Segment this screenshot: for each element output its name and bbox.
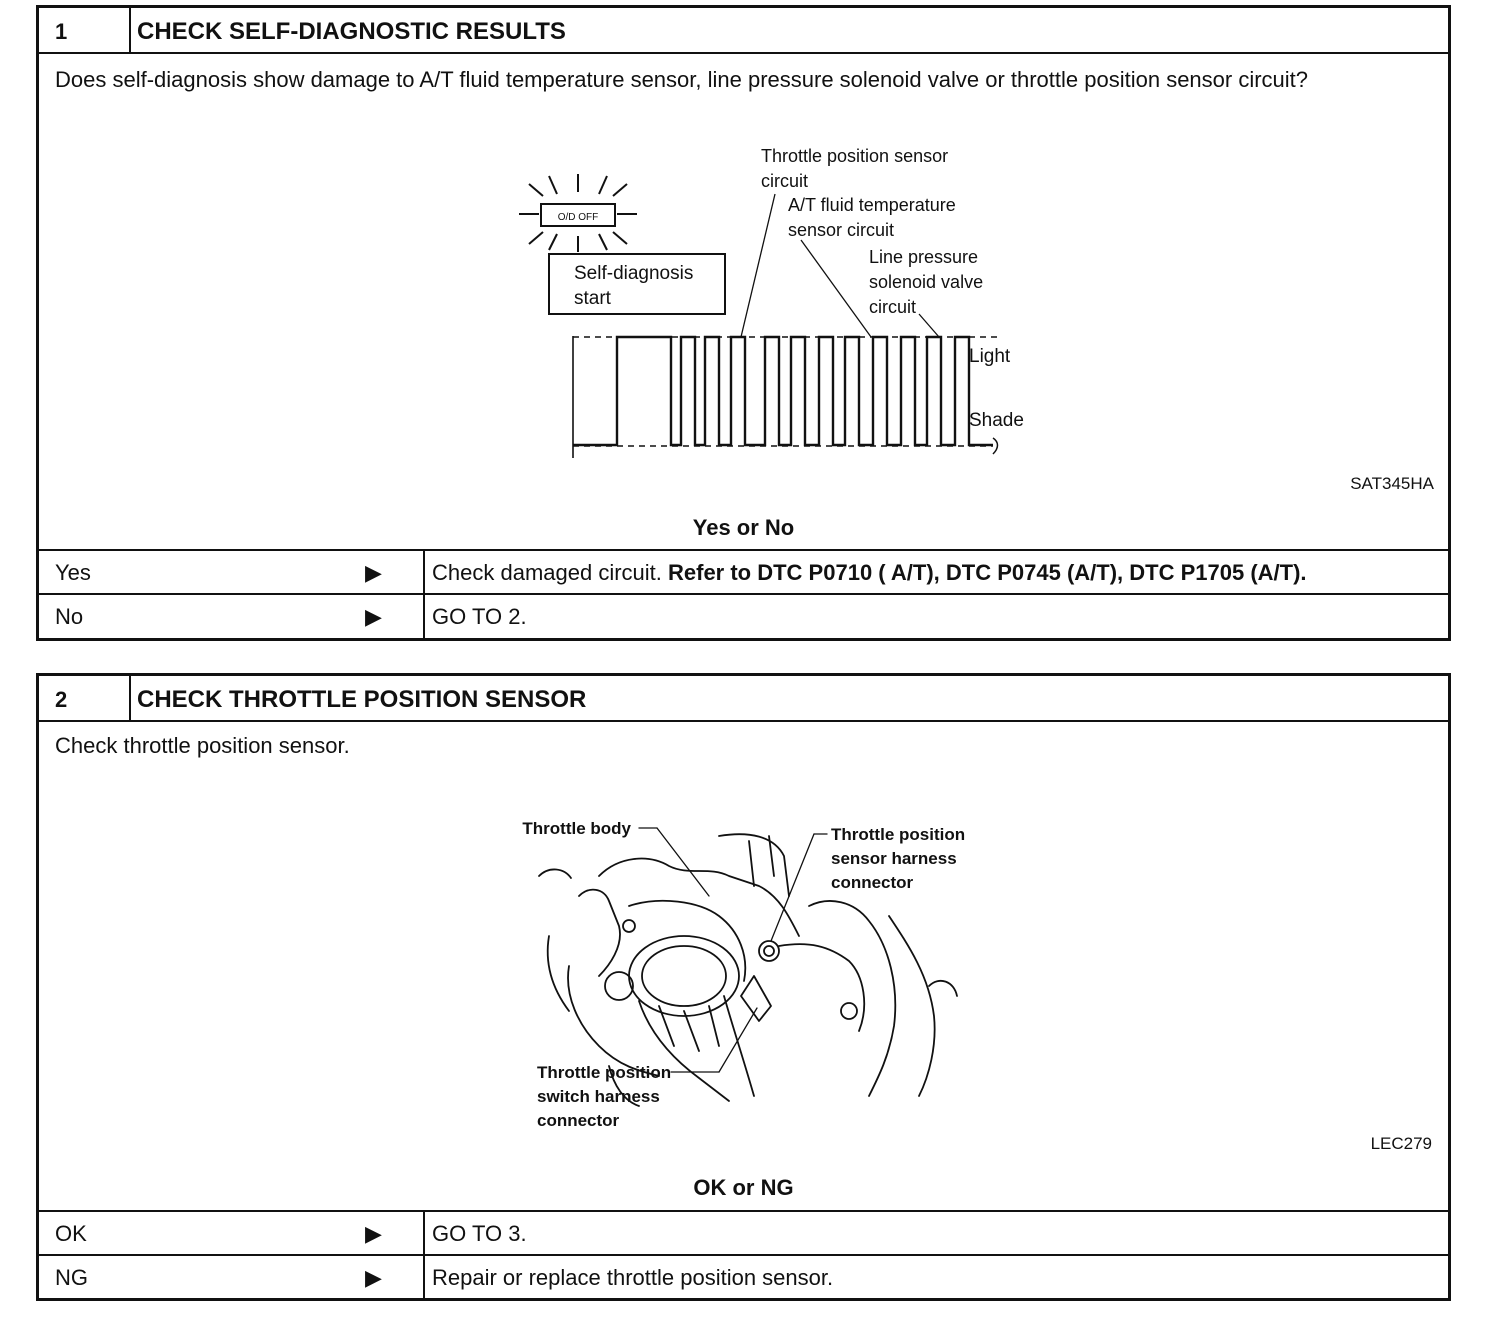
arrow-icon: ▶ xyxy=(365,604,382,629)
fluid-label-line2: sensor circuit xyxy=(788,220,895,240)
step-prompt: Yes or No xyxy=(692,515,795,540)
bolt-top xyxy=(623,920,635,932)
throttle-housing xyxy=(629,901,745,981)
self-diagnosis-timing-figure xyxy=(499,136,1039,466)
line-label-line1: Line pressure xyxy=(869,247,979,267)
lamp-ray xyxy=(529,184,543,196)
start-label-line1: Self-diagnosis xyxy=(574,263,694,284)
shade-label: Shade xyxy=(969,410,1024,431)
hose-far-left xyxy=(548,936,569,1011)
step-number: 2 xyxy=(39,676,131,720)
switch-connector xyxy=(741,976,771,1021)
line-pressure-leader xyxy=(919,314,939,337)
lamp-ray xyxy=(613,232,627,244)
step-1-header xyxy=(39,8,1448,54)
step-question: Check throttle position sensor. xyxy=(55,733,350,758)
sensor-label-line3: connector xyxy=(831,873,914,892)
answer-label: OK xyxy=(55,1221,87,1246)
switch-label-line3: connector xyxy=(537,1111,620,1130)
sensor-connector xyxy=(759,941,779,961)
arrow-icon: ▶ xyxy=(365,1221,382,1246)
answer-label: No xyxy=(55,604,84,629)
action-text: GO TO 2. xyxy=(432,604,527,629)
line-label-line3: circuit xyxy=(869,297,917,317)
arrow-icon: ▶ xyxy=(365,560,382,585)
air-duct-inner xyxy=(642,946,726,1006)
column-divider xyxy=(423,595,425,639)
lamp-ray xyxy=(549,176,557,194)
action-text: Repair or replace throttle position sensor. xyxy=(432,1265,834,1290)
clamp-left xyxy=(539,869,571,878)
answer-label: NG xyxy=(55,1265,88,1290)
action-text: GO TO 3. xyxy=(432,1221,527,1246)
body-leader xyxy=(657,828,709,896)
fluid-label-line1: A/T fluid temperature xyxy=(788,195,956,215)
bracket-lines xyxy=(749,836,774,886)
bolt-right xyxy=(841,1003,857,1019)
throttle-body-figure xyxy=(509,816,979,1136)
engine-right-edge xyxy=(809,901,895,1096)
pulse-waveform xyxy=(573,337,993,445)
line-label-line2: solenoid valve xyxy=(869,272,984,292)
hose-left xyxy=(568,966,659,1076)
step-1-box xyxy=(36,5,1451,641)
step-question: Does self-diagnosis show damage to A/T fluid temperature sensor, line pressure solenoid valve or throttle position sensor circuit? xyxy=(55,67,1309,92)
switch-label-line1: Throttle position xyxy=(537,1063,672,1082)
lamp-ray xyxy=(549,234,557,250)
tps-leader xyxy=(741,194,775,337)
engine-illustration xyxy=(509,816,979,1136)
lamp-ray xyxy=(613,184,627,196)
lamp-ray xyxy=(599,176,607,194)
sensor-connector-pin xyxy=(764,946,774,956)
column-divider xyxy=(423,1256,425,1300)
sensor-label-line2: sensor harness xyxy=(831,849,957,868)
step-title: CHECK SELF-DIAGNOSTIC RESULTS xyxy=(137,18,566,45)
tps-label-line2: circuit xyxy=(761,171,809,191)
start-label-line2: start xyxy=(574,288,611,309)
clamp-right xyxy=(929,981,957,996)
result-row-ng xyxy=(39,1254,1448,1300)
light-label: Light xyxy=(969,346,1011,367)
answer-label: Yes xyxy=(55,560,91,585)
fluid-leader xyxy=(801,240,871,337)
duct-ribs xyxy=(659,1006,719,1051)
switch-leader xyxy=(719,1008,757,1072)
action-text xyxy=(432,551,1307,595)
sensor-label-line1: Throttle position xyxy=(831,825,966,844)
step-prompt: OK or NG xyxy=(693,1175,794,1200)
intake-outline xyxy=(579,890,620,976)
timing-diagram xyxy=(499,136,1039,466)
step-title: CHECK THROTTLE POSITION SENSOR xyxy=(137,686,587,713)
action-plain: Check damaged circuit. xyxy=(432,560,668,585)
action-reference: Refer to DTC P0710 ( A/T), DTC P0745 (A/T), DTC P1705 (A/T). xyxy=(668,560,1307,585)
air-duct-ring xyxy=(629,936,739,1016)
step-number: 1 xyxy=(39,8,131,52)
step-2-box xyxy=(36,673,1451,1301)
figure-id: LEC279 xyxy=(1370,1134,1432,1153)
body-label: Throttle body xyxy=(522,819,631,838)
air-duct-edge xyxy=(724,996,754,1096)
od-off-text: O/D OFF xyxy=(557,212,599,223)
result-row-ok xyxy=(39,1210,1448,1256)
result-row-yes xyxy=(39,549,1448,595)
column-divider xyxy=(423,1212,425,1256)
break-mark xyxy=(993,438,998,454)
result-row-no xyxy=(39,593,1448,639)
bolt-left xyxy=(605,972,633,1000)
lamp-ray xyxy=(529,232,543,244)
arrow-icon: ▶ xyxy=(365,1265,382,1290)
step-2-header xyxy=(39,676,1448,722)
tps-label-line1: Throttle position sensor xyxy=(761,146,949,166)
switch-label-line2: switch harness xyxy=(537,1087,660,1106)
figure-id: SAT345HA xyxy=(1350,474,1434,493)
throttle-body-outline xyxy=(599,859,799,936)
column-divider xyxy=(423,551,425,595)
lamp-ray xyxy=(599,234,607,250)
